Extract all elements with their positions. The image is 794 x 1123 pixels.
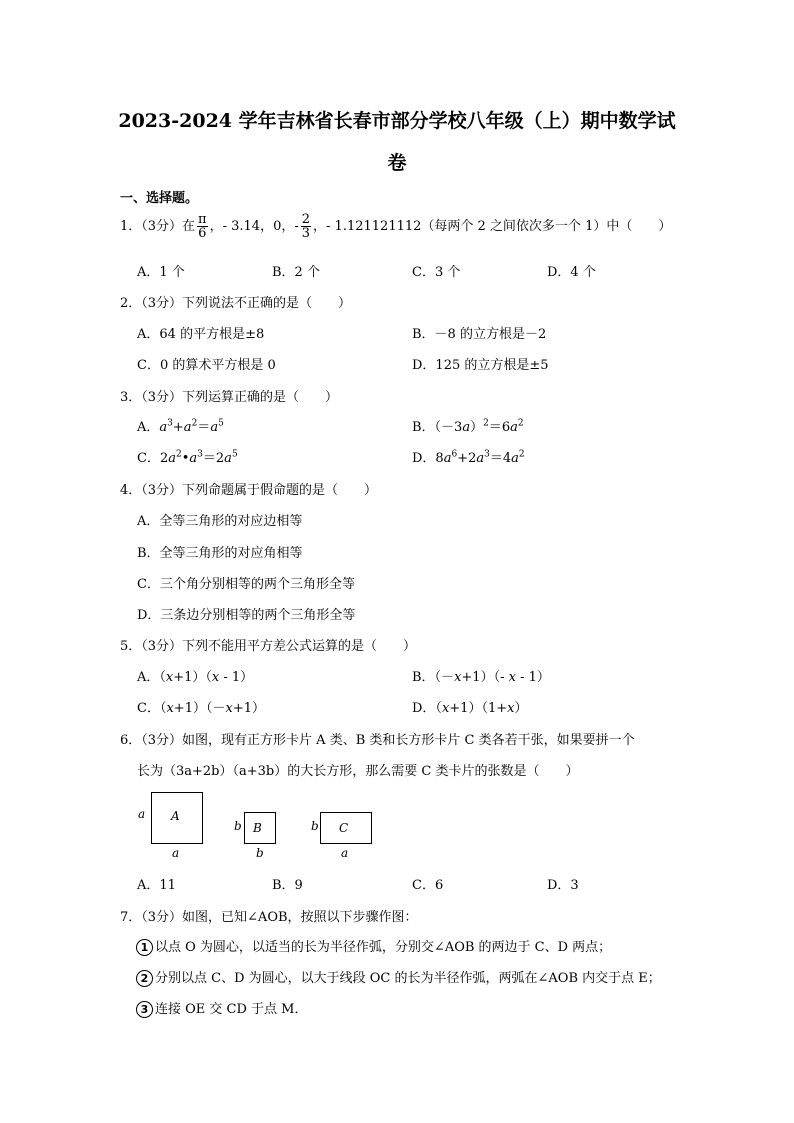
question-2-stem: 2．（3分）下列说法不正确的是（ ） [120,296,352,311]
card-a-side-label: a [138,807,146,821]
q3-option-d: D．$8a^6+2a^3=4a^2$ [412,449,525,466]
q7-step-2: 2 分别以点 C、D 为圆心，以大于线段 OC 的长为半径作弧，两弧在∠AOB 内交于点 E； [136,967,676,987]
q2-option-c: C．0 的算术平方根是 0 [137,358,276,373]
q4-option-d: D．三条边分别相等的两个三角形全等 [137,608,356,623]
card-c-bottom-label: a [341,846,349,860]
q4-option-b: B．全等三角形的对应角相等 [137,546,303,561]
step-1-circled-number: 1 [136,939,153,956]
q6-option-d: D．3 [547,878,579,893]
q2-option-b: B．－8 的立方根是－2 [412,327,547,342]
q5-option-c: C．（x+1）（－x+1） [137,701,265,716]
card-b-label: B [253,821,262,835]
q1-fraction-2-3: $\frac{2}{3}$ [301,212,311,241]
question-6-line2: 长为（3a+2b）（a+3b）的大长方形，那么需要 C 类卡片的张数是（ ） [137,764,579,779]
q5-option-a: A．（x+1）（x - 1） [137,670,254,685]
q3-option-a: A．$a^3+a^2=a^5$ [137,418,224,435]
card-b-side-label: b [234,819,242,833]
q7-step-1: 1 以点 O 为圆心，以适当的长为半径作弧，分别交∠AOB 的两边于 C、D 两点； [136,936,611,956]
q4-option-c: C．三个角分别相等的两个三角形全等 [137,577,355,592]
q5-option-d: D．（x+1）（1+x） [412,701,528,716]
q1-mid: ，- 3.14，0， [209,219,295,234]
q2-option-a: A．64 的平方根是±8 [137,327,265,342]
q6-option-a: A．11 [137,878,176,893]
q3-option-c: C．$2a^2•a^3=2a^5$ [137,449,238,466]
q1-option-c: C．3 个 [412,265,461,280]
card-a-label: A [171,809,180,823]
q2-option-d: D．125 的立方根是±5 [412,358,549,373]
question-6-line1: 6．（3分）如图，现有正方形卡片 A 类、B 类和长方形卡片 C 类各若干张，如果要拼一个 [120,733,635,748]
q1-option-b: B．2 个 [272,265,320,280]
q1-neg-sign: - [294,219,299,234]
card-c-label: C [339,821,349,835]
q7-step-3: 3 连接 OE 交 CD 于点 M． [136,998,308,1018]
section-heading: 一、选择题。 [120,191,199,206]
card-c-side-label: b [311,819,319,833]
question-1-stem [120,213,671,240]
question-5-stem: 5．（3分）下列不能用平方差公式运算的是（ ） [120,639,417,654]
page-title-line2: 卷 [387,152,407,174]
q1-option-a: A．1 个 [137,265,185,280]
q6-option-c: C．6 [412,878,444,893]
step-3-circled-number: 3 [136,1001,153,1018]
q3-option-b: B．$(-3a)^2=6a^2$ [412,418,524,435]
q1-option-d: D．4 个 [547,265,596,280]
page-title-line1: 2023-2024 学年吉林省长春市部分学校八年级（上）期中数学试 [118,110,676,132]
question-3-stem: 3．（3分）下列运算正确的是（ ） [120,390,339,405]
q1-fraction-pi-6: $\frac{\pi}{6}$ [198,212,207,241]
question-7-stem: 7．（3分）如图，已知∠AOB，按照以下步骤作图： [120,910,418,925]
card-a-bottom-label: a [172,846,180,860]
q4-option-a: A．全等三角形的对应边相等 [137,514,303,529]
q6-option-b: B．9 [272,878,303,893]
step-2-circled-number: 2 [136,970,153,987]
q5-option-b: B．（－x+1）（- x - 1） [412,670,550,685]
q1-prefix: 1．（3分）在 [120,219,196,234]
card-b-bottom-label: b [256,846,264,860]
q1-suffix: ，- 1.121121112（每两个 2 之间依次多一个 1）中（ ） [313,219,672,234]
question-4-stem: 4．（3分）下列命题属于假命题的是（ ） [120,483,378,498]
